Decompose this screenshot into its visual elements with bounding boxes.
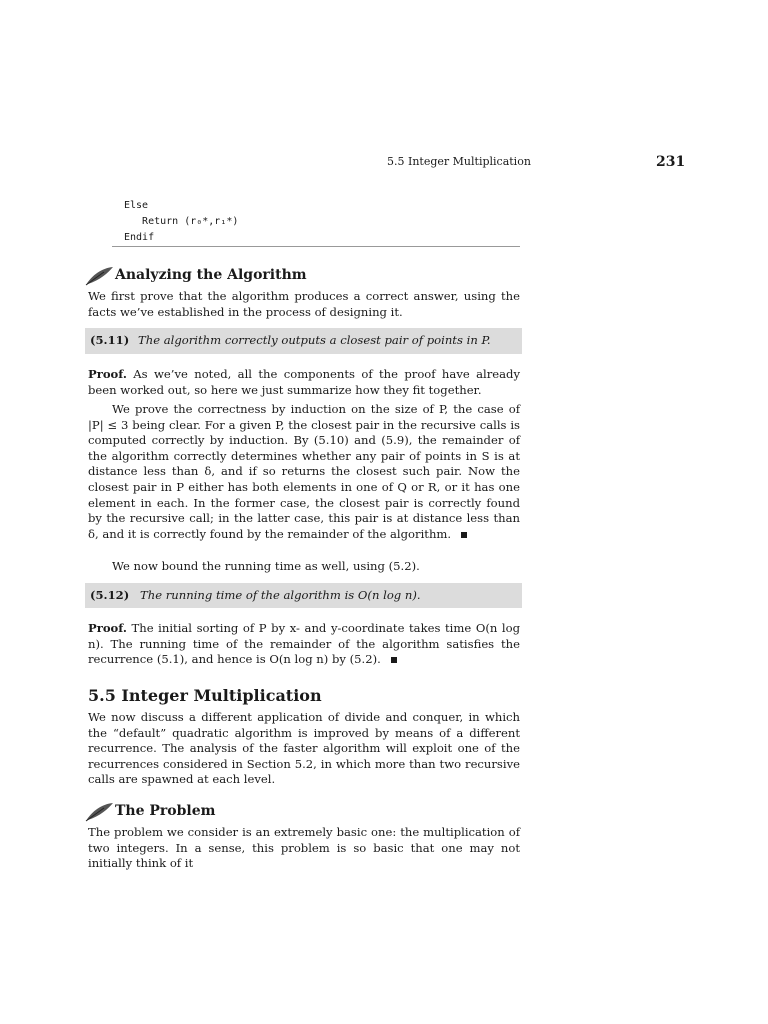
paragraph-problem: The problem we consider is an extremely basic one: the multiplication of two integers. In a sense, this problem is so basic that one may not initially think of it [88,825,520,871]
proof-text: We prove the correctness by induction on the size of P, the case of |P| ≤ 3 being clear. For a given P, the closest pair in the recursive calls is computed correctly by induction. By (5.10) and (5.9), the remainder of the algorithm correctly determines whether any pair of points in S is at distance less than δ, and if so returns the closest such pair. Now the closest pair in P either has both elements in one of Q or R, or it has one element in each. In the former case, the closest pair is correctly found by the recursive call; in the latter case, this pair is at distance less than δ, and it is correctly found by the remainder of the algorithm. [88,402,520,541]
claim-number: (5.12) [90,588,130,602]
quill-icon [84,265,114,287]
paragraph-intro: We first prove that the algorithm produces a correct answer, using the facts we’ve established in the process of designing it. [88,289,520,319]
paragraph-bound: We now bound the running time as well, using (5.2). [112,559,420,573]
proof-text: The initial sorting of P by x- and y-coordinate takes time O(n log n). The running time of the remainder of the algorithm satisfies the recurrence (5.1), and hence is O(n log n) by (5.2). [88,621,521,667]
proof-label: Proof. [88,367,127,381]
proof-paragraph-2 [88,402,520,542]
qed-mark [461,532,467,538]
proof-paragraph-3 [88,621,520,668]
code-line: Endif [124,232,155,243]
claim-box-5-11 [85,328,522,354]
code-divider [112,246,520,247]
section-heading-analyzing: Analyzing the Algorithm [115,267,307,283]
claim-number: (5.11) [90,333,130,347]
claim-box-5-12 [85,583,522,608]
code-line: Else [124,200,149,211]
proof-text: As we’ve noted, all the components of the proof have already been worked out, so here we just summarize how they fit together. [88,367,521,397]
claim-statement: The algorithm correctly outputs a closest pair of points in P. [138,333,491,347]
quill-icon [84,801,114,823]
proof-label: Proof. [88,621,127,635]
claim-statement: The running time of the algorithm is O(n log n). [140,588,421,602]
paragraph-5-5-intro: We now discuss a different application of divide and conquer, in which the “default” quadratic algorithm is improved by means of a different recurrence. The analysis of the faster algorithm will exploit one of the recurrences considered in Section 5.2, in which more than two recursive calls are spawned at each level. [88,710,520,787]
section-heading-problem: The Problem [115,803,216,819]
page-number: 231 [656,154,686,170]
running-title: 5.5 Integer Multiplication [387,155,531,168]
qed-mark [391,657,397,663]
proof-paragraph-1 [88,367,520,398]
section-heading-5-5: 5.5 Integer Multiplication [88,686,322,705]
pseudocode-block [124,198,238,246]
code-line: Return (r₀*,r₁*) [124,216,239,227]
